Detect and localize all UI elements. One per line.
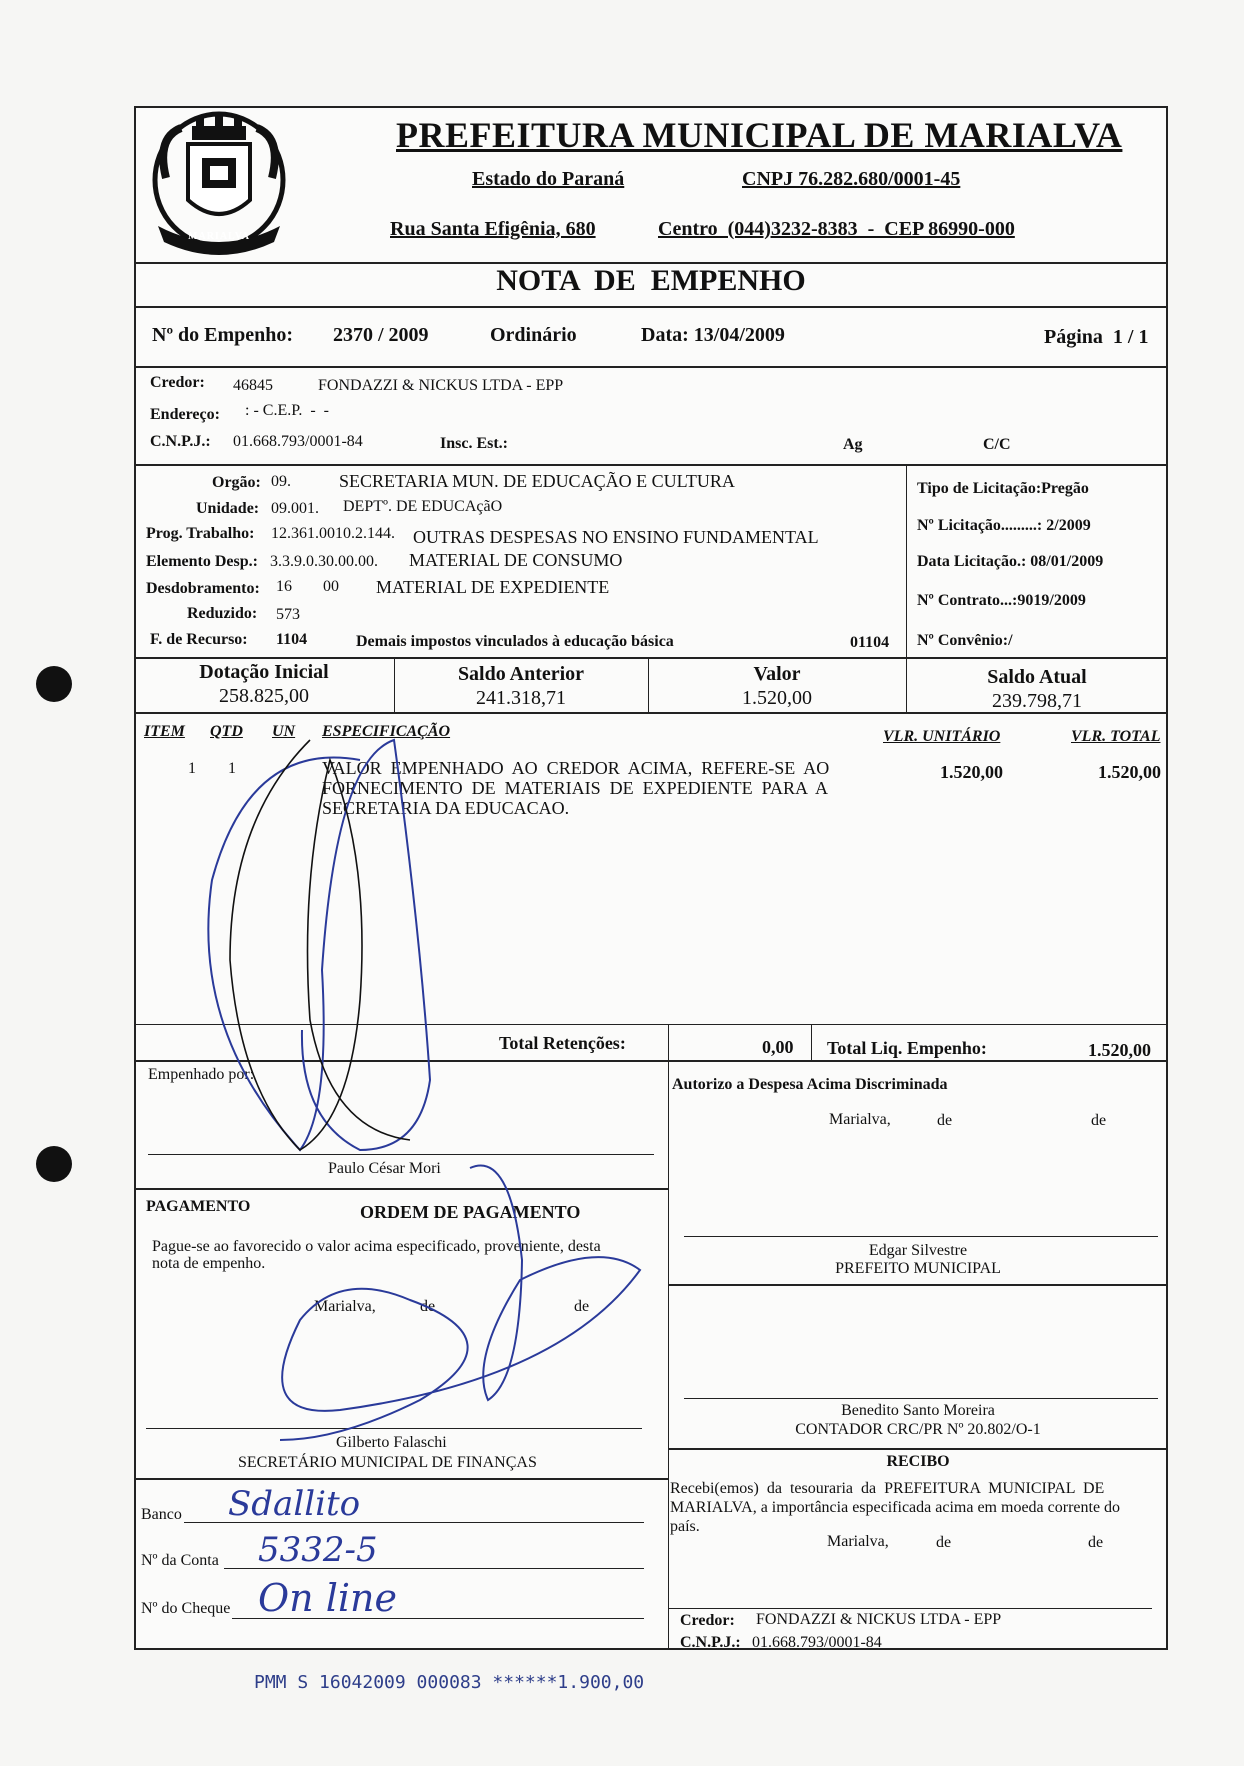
insc-est-label: Insc. Est.: bbox=[440, 435, 509, 452]
pagamento-de-2: de bbox=[574, 1298, 590, 1315]
prog-trabalho-code: 12.361.0010.2.144. bbox=[271, 525, 395, 542]
liq-empenho-value: 1.520,00 bbox=[1088, 1040, 1151, 1060]
pagamento-text-2: nota de empenho. bbox=[152, 1255, 266, 1272]
recurso-name: Demais impostos vinculados à educação básica bbox=[356, 633, 674, 650]
valor-value: 1.520,00 bbox=[742, 687, 812, 709]
recibo-text-1: Recebi(emos) da tesouraria da PREFEITURA MUNICIPAL DE bbox=[670, 1480, 1105, 1497]
agencia-label: Ag bbox=[843, 436, 863, 453]
crest-ribbon-text: MARIALVA bbox=[188, 231, 250, 242]
desdobramento-a: 16 bbox=[276, 578, 292, 595]
autorizo-label: Autorizo a Despesa Acima Discriminada bbox=[672, 1076, 948, 1093]
pagamento-de-1: de bbox=[420, 1298, 436, 1315]
prefeito-name: Edgar Silvestre bbox=[868, 1242, 968, 1259]
unidade-name: DEPTº. DE EDUCAçãO bbox=[343, 498, 503, 515]
page-number: Página 1 / 1 bbox=[1044, 326, 1149, 348]
recurso-number: 01104 bbox=[850, 634, 890, 651]
orgao-name: SECRETARIA MUN. DE EDUCAÇÃO E CULTURA bbox=[339, 471, 735, 491]
prog-trabalho-name: OUTRAS DESPESAS NO ENSINO FUNDAMENTAL bbox=[413, 527, 819, 547]
state-name: Estado do Paraná bbox=[472, 168, 625, 190]
unidade-code: 09.001. bbox=[271, 500, 319, 517]
autorizo-de-1: de bbox=[937, 1112, 953, 1129]
empenho-label: Nº do Empenho: bbox=[152, 324, 294, 346]
saldo-atual-value: 239.798,71 bbox=[992, 690, 1082, 712]
reduzido-value: 573 bbox=[276, 606, 300, 623]
item-spec-line-2: FORNECIMENTO DE MATERIAIS DE EXPEDIENTE PARA A bbox=[322, 778, 829, 798]
recibo-credor-label: Credor: bbox=[680, 1612, 735, 1629]
header-address: Rua Santa Efigênia, 680 bbox=[390, 218, 596, 240]
saldo-atual-label: Saldo Atual bbox=[987, 666, 1087, 688]
item-unit-value: 1.520,00 bbox=[940, 762, 1003, 782]
header-address-rest: Centro (044)3232-8383 - CEP 86990-000 bbox=[658, 218, 1015, 240]
recibo-cnpj: 01.668.793/0001-84 bbox=[752, 1634, 882, 1651]
credor-cnpj-label: C.N.P.J.: bbox=[150, 433, 211, 450]
elemento-label: Elemento Desp.: bbox=[146, 553, 258, 570]
recibo-label: RECIBO bbox=[886, 1453, 950, 1470]
pagamento-label: PAGAMENTO bbox=[146, 1198, 251, 1215]
banco-label: Banco bbox=[141, 1506, 182, 1523]
retencoes-value: 0,00 bbox=[762, 1037, 794, 1057]
contador-name: Benedito Santo Moreira bbox=[841, 1402, 995, 1419]
secretario-name: Gilberto Falaschi bbox=[336, 1434, 447, 1451]
prefeito-title: PREFEITO MUNICIPAL bbox=[835, 1260, 1001, 1277]
autorizo-de-2: de bbox=[1091, 1112, 1107, 1129]
recurso-label: F. de Recurso: bbox=[150, 631, 248, 648]
col-vlr-total: VLR. TOTAL bbox=[1071, 728, 1161, 745]
item-number: 1 bbox=[188, 760, 196, 777]
saldo-anterior-value: 241.318,71 bbox=[476, 687, 566, 709]
item-qtd: 1 bbox=[228, 760, 236, 777]
empenho-number: 2370 / 2009 bbox=[333, 324, 429, 346]
col-item: ITEM bbox=[144, 723, 185, 740]
col-un: UN bbox=[272, 723, 296, 740]
recibo-text-2: MARIALVA, a importância especificada acima em moeda corrente do bbox=[670, 1499, 1121, 1516]
recibo-place: Marialva, bbox=[827, 1533, 889, 1550]
scan-hole bbox=[36, 666, 72, 702]
elemento-code: 3.3.9.0.30.00.00. bbox=[270, 553, 378, 570]
payment-stamp: PMM S 16042009 000083 ******1.900,00 bbox=[254, 1672, 645, 1693]
scan-hole bbox=[36, 1146, 72, 1182]
liq-empenho-label: Total Liq. Empenho: bbox=[827, 1038, 987, 1058]
cheque-handwritten: On line bbox=[258, 1576, 397, 1620]
empenho-date: Data: 13/04/2009 bbox=[641, 324, 785, 346]
recibo-cnpj-label: C.N.P.J.: bbox=[680, 1634, 741, 1651]
recibo-credor-name: FONDAZZI & NICKUS LTDA - EPP bbox=[756, 1611, 1002, 1628]
licitacao-numero: Nº Licitação.........: 2/2009 bbox=[917, 517, 1091, 534]
pagamento-place: Marialva, bbox=[314, 1298, 376, 1315]
municipal-crest bbox=[146, 108, 292, 260]
document-title: NOTA DE EMPENHO bbox=[496, 264, 806, 297]
secretario-title: SECRETÁRIO MUNICIPAL DE FINANÇAS bbox=[238, 1454, 537, 1471]
desdobramento-name: MATERIAL DE EXPEDIENTE bbox=[376, 577, 610, 597]
recibo-text-3: país. bbox=[670, 1518, 700, 1535]
credor-code: 46845 bbox=[233, 377, 273, 394]
cheque-label: Nº do Cheque bbox=[141, 1600, 231, 1617]
item-spec-line-3: SECRETARIA DA EDUCACAO. bbox=[322, 798, 570, 818]
empenhado-label: Empenhado por: bbox=[148, 1066, 255, 1083]
autorizo-place: Marialva, bbox=[829, 1111, 891, 1128]
orgao-label: Orgão: bbox=[212, 474, 261, 491]
page-title: PREFEITURA MUNICIPAL DE MARIALVA bbox=[396, 115, 1123, 155]
contrato-numero: Nº Contrato...:9019/2009 bbox=[917, 592, 1086, 609]
ordem-pagamento: ORDEM DE PAGAMENTO bbox=[360, 1202, 581, 1222]
item-spec-line-1: VALOR EMPENHADO AO CREDOR ACIMA, REFERE-SE AO bbox=[322, 758, 830, 778]
credor-name: FONDAZZI & NICKUS LTDA - EPP bbox=[318, 377, 564, 394]
col-vlr-unitario: VLR. UNITÁRIO bbox=[883, 728, 1001, 745]
unidade-label: Unidade: bbox=[196, 500, 260, 517]
elemento-name: MATERIAL DE CONSUMO bbox=[409, 550, 623, 570]
col-especificacao: ESPECIFICAÇÃO bbox=[322, 723, 451, 740]
saldo-anterior-label: Saldo Anterior bbox=[457, 663, 585, 685]
header-cnpj: CNPJ 76.282.680/0001-45 bbox=[742, 168, 961, 190]
conta-corrente-label: C/C bbox=[983, 436, 1011, 453]
licitacao-tipo: Tipo de Licitação:Pregão bbox=[917, 480, 1089, 497]
recibo-de-1: de bbox=[936, 1534, 952, 1551]
empenho-type: Ordinário bbox=[490, 324, 577, 346]
dotacao-label: Dotação Inicial bbox=[199, 661, 329, 683]
reduzido-label: Reduzido: bbox=[187, 605, 258, 622]
convenio-numero: Nº Convênio:/ bbox=[917, 632, 1013, 649]
recurso-code: 1104 bbox=[276, 631, 308, 648]
desdobramento-label: Desdobramento: bbox=[146, 580, 260, 597]
contador-title: CONTADOR CRC/PR Nº 20.802/O-1 bbox=[795, 1421, 1041, 1438]
orgao-code: 09. bbox=[271, 473, 291, 490]
retencoes-label: Total Retenções: bbox=[499, 1033, 626, 1053]
endereco-value: : - C.E.P. - - bbox=[245, 402, 329, 419]
licitacao-data: Data Licitação.: 08/01/2009 bbox=[917, 553, 1104, 570]
recibo-de-2: de bbox=[1088, 1534, 1104, 1551]
conta-label: Nº da Conta bbox=[141, 1552, 219, 1569]
pagamento-text-1: Pague-se ao favorecido o valor acima especificado, proveniente, desta bbox=[152, 1238, 601, 1255]
item-total-value: 1.520,00 bbox=[1098, 762, 1161, 782]
credor-label: Credor: bbox=[150, 374, 205, 391]
banco-handwritten: Sdallito bbox=[228, 1484, 361, 1524]
credor-cnpj: 01.668.793/0001-84 bbox=[233, 433, 363, 450]
prog-trabalho-label: Prog. Trabalho: bbox=[146, 525, 255, 542]
conta-handwritten: 5332-5 bbox=[258, 1530, 378, 1570]
empenhado-name: Paulo César Mori bbox=[328, 1160, 441, 1177]
dotacao-value: 258.825,00 bbox=[219, 685, 309, 707]
desdobramento-b: 00 bbox=[323, 578, 339, 595]
col-qtd: QTD bbox=[210, 723, 243, 740]
endereco-label: Endereço: bbox=[150, 406, 220, 423]
valor-label: Valor bbox=[753, 663, 801, 685]
